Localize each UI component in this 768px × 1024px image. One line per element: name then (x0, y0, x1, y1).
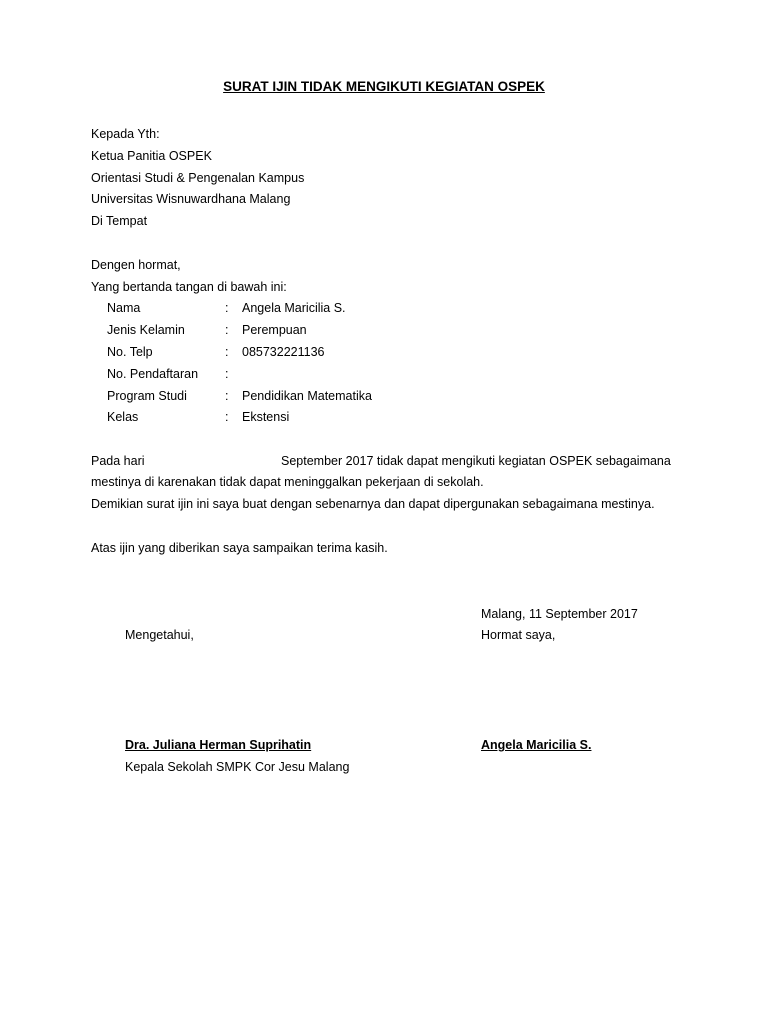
left-signer-name: Dra. Juliana Herman Suprihatin (125, 738, 312, 752)
recipient-line-1: Ketua Panitia OSPEK (91, 149, 212, 163)
right-signer-name: Angela Maricilia S. (481, 738, 592, 752)
identity-label: Nama (107, 301, 141, 315)
greeting: Dengen hormat, (91, 258, 181, 272)
place-date: Malang, 11 September 2017 (481, 607, 638, 621)
identity-label: No. Telp (107, 345, 153, 359)
recipient-line-3: Universitas Wisnuwardhana Malang (91, 192, 291, 206)
left-signature-heading: Mengetahui, (125, 628, 194, 642)
body-line-2: mestinya di karenakan tidak dapat meninggalkan pekerjaan di sekolah. (91, 475, 484, 489)
letter-title: SURAT IJIN TIDAK MENGIKUTI KEGIATAN OSPEK (223, 79, 545, 94)
identity-separator: : (225, 301, 229, 315)
identity-separator: : (225, 410, 229, 424)
identity-label: Program Studi (107, 389, 187, 403)
recipient-salutation: Kepada Yth: (91, 127, 160, 141)
intro-line: Yang bertanda tangan di bawah ini: (91, 280, 287, 294)
right-signature-heading: Hormat saya, (481, 628, 556, 642)
identity-label: No. Pendaftaran (107, 367, 199, 381)
identity-label: Jenis Kelamin (107, 323, 185, 337)
left-signer-title: Kepala Sekolah SMPK Cor Jesu Malang (125, 760, 350, 774)
body-day-rest: September 2017 tidak dapat mengikuti kegiatan OSPEK sebagaimana (281, 454, 671, 468)
identity-value-program: Pendidikan Matematika (242, 389, 372, 403)
body-line-3: Demikian surat ijin ini saya buat dengan sebenarnya dan dapat dipergunakan sebagaimana mestinya. (91, 497, 655, 511)
identity-value-gender: Perempuan (242, 323, 307, 337)
recipient-line-4: Di Tempat (91, 214, 148, 228)
identity-separator: : (225, 367, 229, 381)
identity-value-name: Angela Maricilia S. (242, 301, 346, 315)
body-closing: Atas ijin yang diberikan saya sampaikan terima kasih. (91, 541, 388, 555)
identity-separator: : (225, 323, 229, 337)
body-day-prefix: Pada hari (91, 454, 145, 468)
identity-value-class: Ekstensi (242, 410, 290, 424)
identity-separator: : (225, 389, 229, 403)
identity-value-phone: 085732221136 (242, 345, 325, 359)
recipient-line-2: Orientasi Studi & Pengenalan Kampus (91, 171, 305, 185)
identity-separator: : (225, 345, 229, 359)
identity-label: Kelas (107, 410, 139, 424)
